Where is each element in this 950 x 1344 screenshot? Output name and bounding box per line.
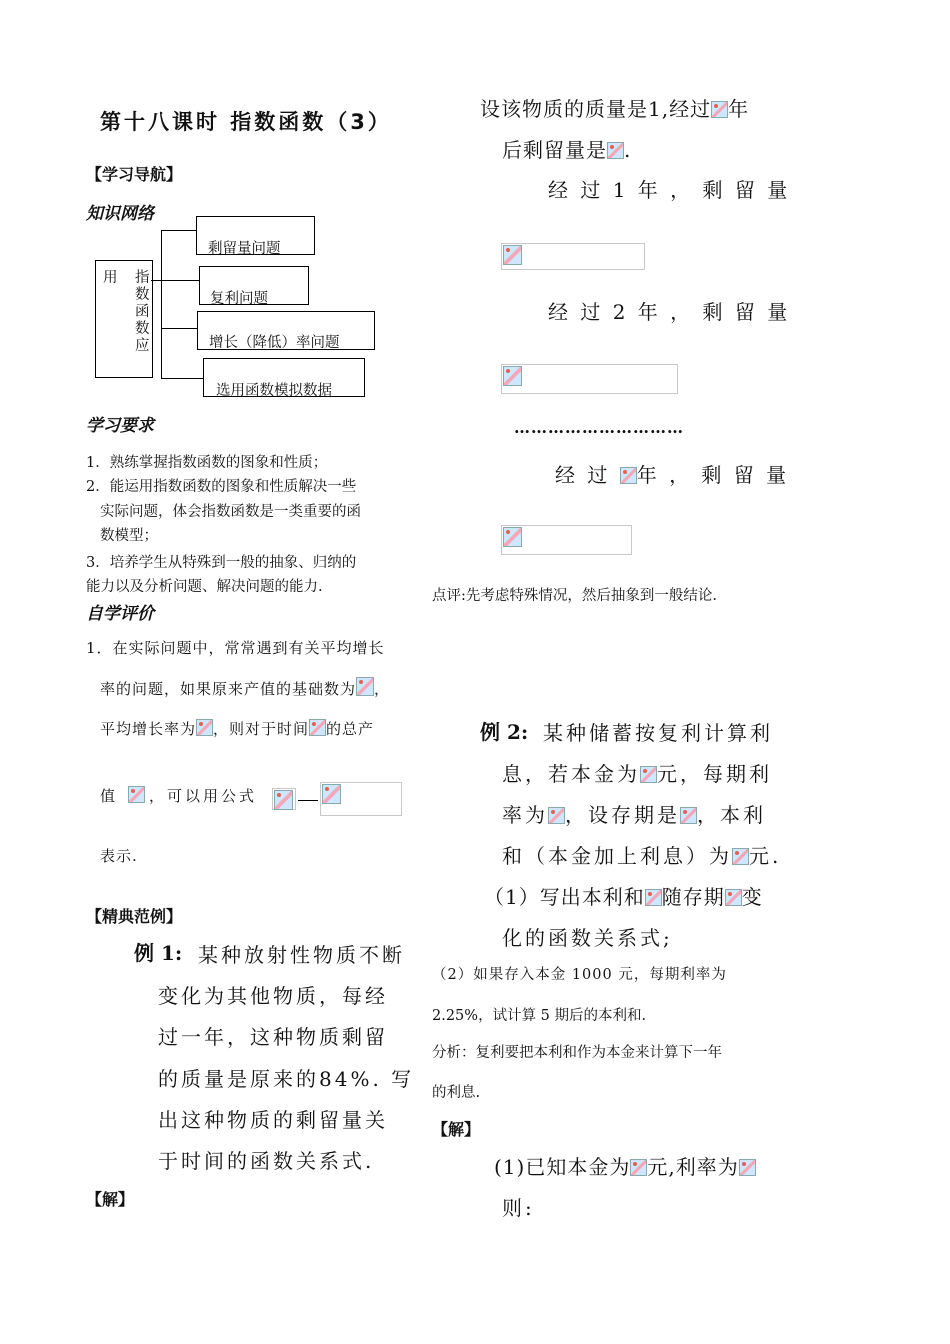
example2-line xyxy=(484,881,763,910)
formula-image-icon xyxy=(309,719,326,736)
text: 的总产 xyxy=(326,720,375,738)
formula-image-icon xyxy=(630,1159,647,1176)
knowledge-network-heading: 知识网络 xyxy=(86,204,154,224)
root-label-1: 用 xyxy=(103,270,118,286)
text: （1）写出本利和 xyxy=(484,885,645,909)
example2-line: 2.25%，试计算 5 期后的本利和. xyxy=(432,1008,647,1024)
page-title: 第十八课时 指数函数（3） xyxy=(100,110,392,134)
diagram-branch-line xyxy=(161,230,196,231)
formula-image-icon xyxy=(548,807,565,824)
example2-line xyxy=(502,840,781,869)
text: 经 过 xyxy=(555,463,611,487)
text: 率为 xyxy=(502,803,548,827)
example1-line: 的质量是原来的84%. 写 xyxy=(158,1067,415,1091)
text: 值 xyxy=(100,787,119,805)
self-eval-line xyxy=(100,718,374,739)
analysis-line: 分析：复利要把本利和作为本金来计算下一年 xyxy=(432,1045,722,1061)
text: ，本利 xyxy=(697,803,766,827)
formula-image-icon xyxy=(725,889,742,906)
formula-image xyxy=(501,525,632,555)
diagram-branch-line xyxy=(161,280,199,281)
example2-line xyxy=(502,799,766,828)
classic-examples-heading: 【精典范例】 xyxy=(86,907,183,926)
analysis-line: 的利息. xyxy=(432,1085,481,1101)
formula-image xyxy=(320,782,402,816)
example1-line: 变化为其他物质，每经 xyxy=(158,984,388,1008)
right-line xyxy=(555,459,789,488)
formula-image-icon xyxy=(711,101,728,118)
text: 平均增长率为 xyxy=(100,720,197,738)
formula-dash xyxy=(298,800,318,801)
root-label-2: 指 数 函 数 应 xyxy=(135,270,150,354)
text: 和（本金加上利息）为 xyxy=(502,844,732,868)
example1-solution-label: 【解】 xyxy=(86,1190,135,1209)
requirement-item: 能力以及分析问题、解决问题的能力. xyxy=(86,579,323,595)
formula-image-icon xyxy=(503,527,522,547)
ellipsis-line: ………………………… xyxy=(514,418,684,437)
text: ，设存期是 xyxy=(565,803,680,827)
formula-image-icon xyxy=(607,142,624,159)
requirement-item: 1．熟练掌握指数函数的图象和性质； xyxy=(86,455,328,471)
text: 设该物质的质量是1,经过 xyxy=(480,97,712,121)
right-line xyxy=(502,134,631,163)
comment-line: 点评:先考虑特殊情况，然后抽象到一般结论. xyxy=(432,588,717,604)
formula-image-icon xyxy=(322,784,341,804)
self-eval-heading: 自学评价 xyxy=(86,604,154,624)
text: 例 2: xyxy=(480,720,529,744)
text: 元，每期利 xyxy=(657,762,772,786)
text: 例 1: xyxy=(134,941,183,965)
formula-image-icon xyxy=(503,245,522,265)
formula-image xyxy=(501,243,645,270)
formula-image-icon xyxy=(128,786,145,803)
diagram-trunk xyxy=(161,230,162,378)
study-guide-heading: 【学习导航】 xyxy=(86,165,183,184)
formula-image-icon xyxy=(732,848,749,865)
branch-label-growth: 增长（降低）率问题 xyxy=(209,335,340,351)
formula-image-icon xyxy=(356,677,374,696)
example2-line: （2）如果存入本金 1000 元，每期利率为 xyxy=(432,967,727,983)
text: 元. xyxy=(749,844,782,868)
formula-image-icon xyxy=(645,889,662,906)
text: 元,利率为 xyxy=(647,1155,739,1179)
example2-line xyxy=(502,758,772,787)
text: 年 ， 剩 留 量 xyxy=(636,463,790,487)
solution-line: 则: xyxy=(502,1196,535,1220)
example2-line: 化的函数关系式; xyxy=(502,926,673,950)
formula-image xyxy=(501,364,678,394)
text: 随存期 xyxy=(661,885,725,909)
right-line: 经 过 2 年 ， 剩 留 量 xyxy=(548,300,791,324)
formula-image-icon xyxy=(739,1159,756,1176)
text: 后剩留量是 xyxy=(502,138,607,162)
diagram-branch-line xyxy=(161,328,197,329)
example1-label xyxy=(134,937,182,966)
example2-solution-label: 【解】 xyxy=(432,1120,481,1139)
example1-line: 于时间的函数关系式. xyxy=(158,1149,375,1173)
text: 年 xyxy=(728,97,750,121)
branch-label-compound: 复利问题 xyxy=(210,291,268,307)
formula-image-icon xyxy=(196,719,213,736)
requirement-item: 实际问题，体会指数函数是一类重要的函 xyxy=(100,504,361,520)
text: ， xyxy=(374,680,391,698)
formula-image-icon xyxy=(620,467,637,484)
example1-line: 某种放射性物质不断 xyxy=(198,943,405,967)
text: ，可以用公式 xyxy=(149,787,258,805)
formula-image-icon xyxy=(680,807,697,824)
right-line xyxy=(480,93,749,122)
requirements-heading: 学习要求 xyxy=(86,416,154,436)
self-eval-line xyxy=(100,677,390,699)
formula-image-icon xyxy=(640,766,657,783)
requirement-item: 2．能运用指数函数的图象和性质解决一些 xyxy=(86,479,357,495)
right-line: 经 过 1 年 ， 剩 留 量 xyxy=(548,178,791,202)
self-eval-line: 1．在实际问题中，常常遇到有关平均增长 xyxy=(86,639,385,657)
self-eval-line: 表示. xyxy=(100,847,138,865)
requirement-item: 数模型； xyxy=(100,528,158,544)
text: 率的问题，如果原来产值的基础数为 xyxy=(100,680,357,698)
branch-label-residual: 剩留量问题 xyxy=(208,241,281,257)
example1-line: 出这种物质的剩留量关 xyxy=(158,1108,388,1132)
text: . xyxy=(624,138,632,162)
formula-image-icon xyxy=(503,366,522,386)
formula-image-icon xyxy=(274,790,293,810)
text: 变 xyxy=(741,885,763,909)
diagram-connector xyxy=(151,280,161,281)
example1-line: 过一年，这种物质剩留 xyxy=(158,1025,388,1049)
text: (1)已知本金为 xyxy=(494,1155,631,1179)
formula-image xyxy=(272,788,296,810)
requirement-item: 3．培养学生从特殊到一般的抽象、归纳的 xyxy=(86,555,357,571)
self-eval-line xyxy=(100,785,257,806)
example2-label xyxy=(480,716,528,745)
example2-line: 某种储蓄按复利计算利 xyxy=(543,721,773,745)
text: 息，若本金为 xyxy=(502,762,640,786)
diagram-branch-line xyxy=(161,378,203,379)
text: ，则对于时间 xyxy=(213,720,310,738)
solution-line xyxy=(494,1151,756,1180)
branch-label-model: 选用函数模拟数据 xyxy=(216,383,332,399)
